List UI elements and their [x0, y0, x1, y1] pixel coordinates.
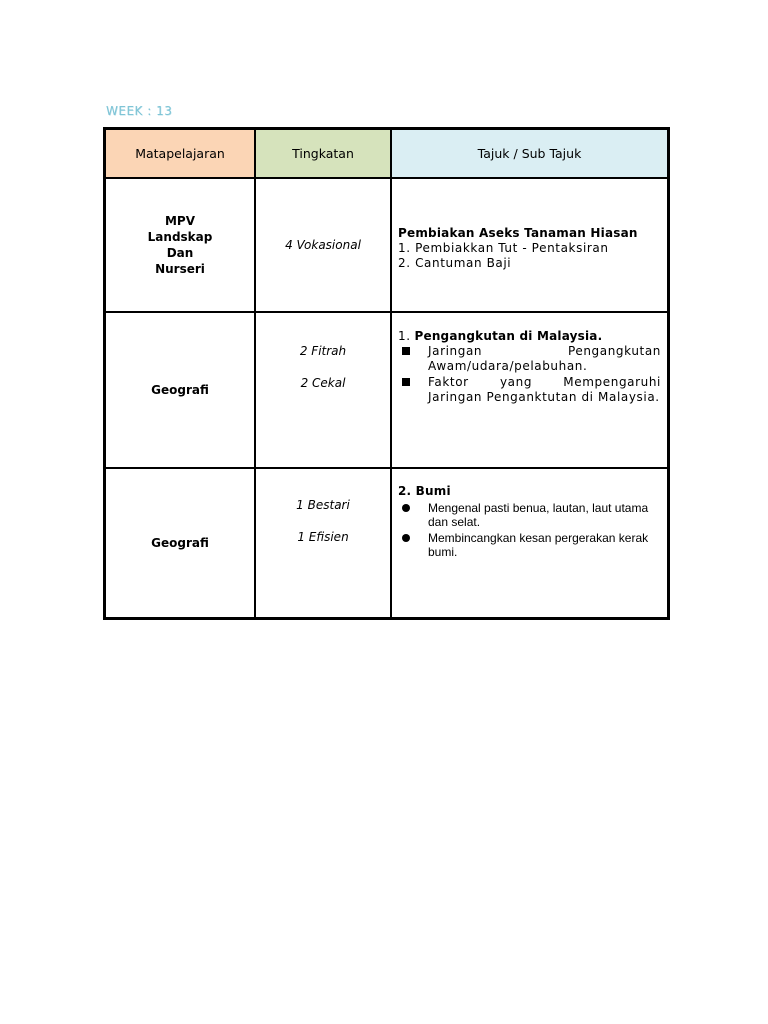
header-level: Tingkatan [255, 129, 391, 178]
subject-line: Landskap [147, 230, 213, 244]
subject-cell [105, 178, 255, 312]
subject-text: Geografi [151, 383, 209, 397]
subject-line: Dan [166, 246, 194, 260]
list-item [428, 344, 661, 374]
topic-item: 2. Cantuman Baji [398, 256, 512, 270]
schedule-table [103, 127, 670, 620]
topic-title: 2. Bumi [398, 484, 451, 498]
subject-text: Geografi [151, 536, 209, 550]
square-bullet-icon [402, 378, 410, 386]
topic-bullet-list [398, 501, 661, 559]
round-bullet-icon [402, 504, 410, 512]
topic-number: 1. [398, 329, 411, 343]
header-row [105, 129, 668, 178]
topic-cell [391, 312, 668, 468]
level-text: 2 Fitrah [299, 344, 347, 358]
topic-item: 1. Pembiakkan Tut - Pentaksiran [398, 241, 609, 255]
subject-cell [105, 312, 255, 468]
topic-bullet-list [398, 344, 661, 405]
header-subject: Matapelajaran [105, 129, 255, 178]
topic-title: Pembiakan Aseks Tanaman Hiasan [398, 226, 638, 240]
list-item-text: Mengenal pasti benua, lautan, laut utama dan selat. [428, 501, 649, 529]
topic-cell [391, 178, 668, 312]
list-item-text: Membincangkan kesan pergerakan kerak bumi. [428, 531, 649, 559]
table-row [105, 468, 668, 618]
square-bullet-icon [402, 347, 410, 355]
level-text: 2 Cekal [300, 376, 346, 390]
list-item-text: Jaringan Pengangkutan Awam/udara/pelabuhan. [428, 344, 661, 373]
week-label: WEEK : 13 [106, 104, 173, 118]
subject-line: MPV [164, 214, 196, 228]
level-cell [255, 312, 391, 468]
table-row [105, 312, 668, 468]
round-bullet-icon [402, 534, 410, 542]
list-item [428, 375, 661, 405]
topic-cell [391, 468, 668, 618]
level-text: 1 Efisien [297, 530, 349, 544]
header-topic: Tajuk / Sub Tajuk [391, 129, 668, 178]
level-cell [255, 178, 391, 312]
table-row [105, 178, 668, 312]
subject-line: Nurseri [155, 262, 205, 276]
list-item [428, 501, 661, 529]
topic-title: Pengangkutan di Malaysia. [414, 329, 603, 343]
subject-cell [105, 468, 255, 618]
level-text: 1 Bestari [296, 498, 350, 512]
list-item-text: Faktor yang Mempengaruhi Jaringan Penganktutan di Malaysia. [428, 375, 661, 404]
level-cell [255, 468, 391, 618]
level-text: 4 Vokasional [285, 238, 361, 252]
list-item [428, 531, 661, 559]
topic-heading [398, 329, 661, 344]
